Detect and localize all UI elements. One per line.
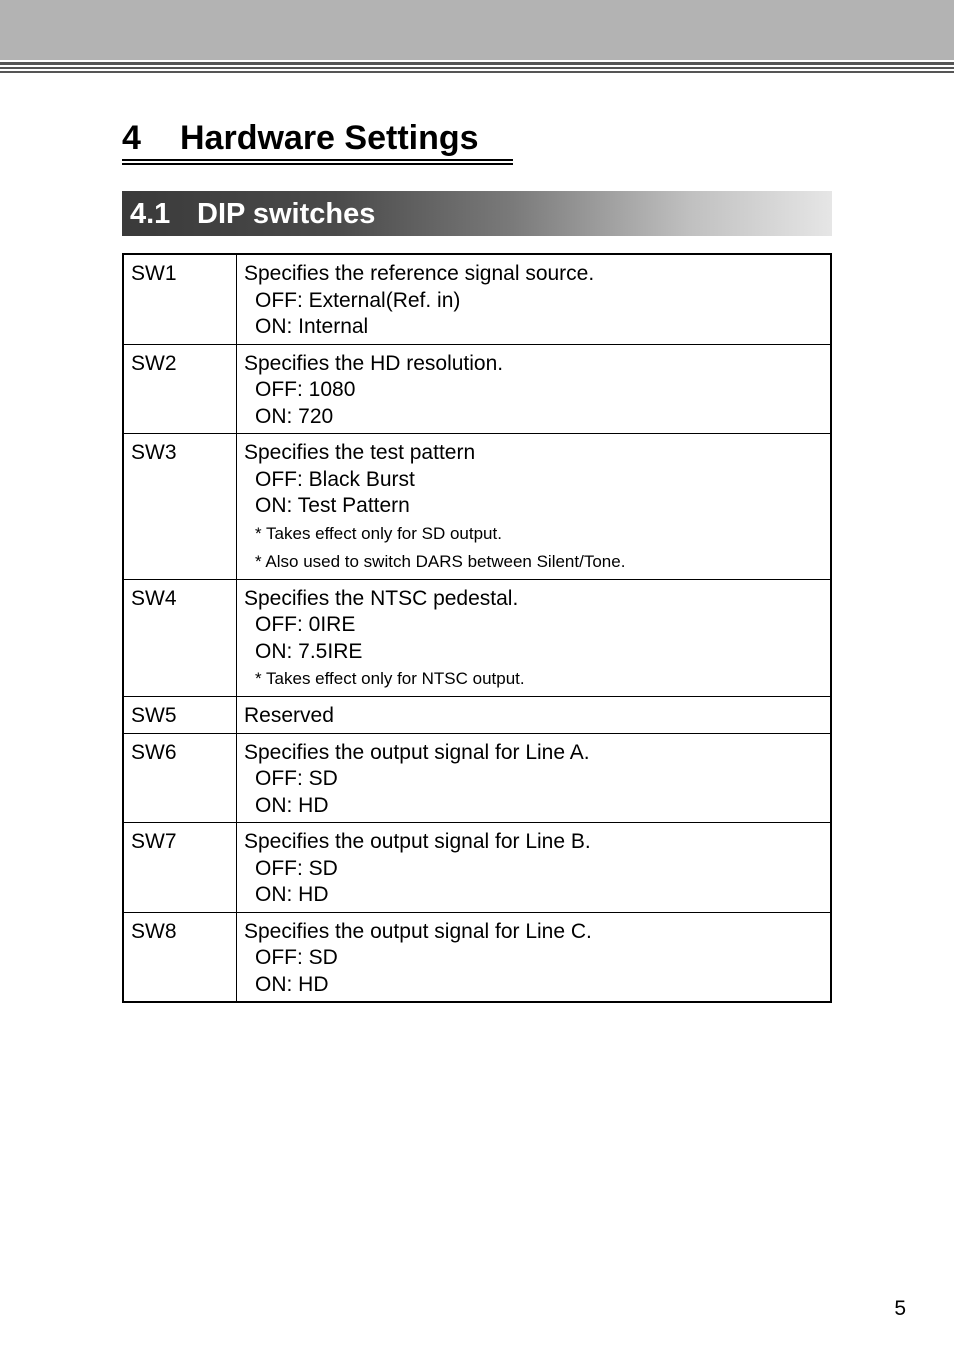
switch-description: Specifies the output signal for Line C. (244, 919, 592, 943)
section-number: 4.1 (130, 198, 171, 230)
switch-name: SW2 (123, 344, 237, 434)
switch-description: Specifies the test pattern (244, 441, 476, 464)
table-row (123, 254, 831, 344)
section-title: DIP switches (197, 198, 376, 230)
switch-option: ON: 7.5IRE (255, 639, 363, 663)
chapter-underline (122, 163, 513, 165)
switch-description-cell (237, 579, 832, 697)
chapter-number: 4 (122, 119, 141, 157)
section-heading-bar (122, 191, 832, 236)
section-heading (130, 197, 375, 231)
switch-description-cell (237, 434, 832, 580)
switch-description: Specifies the output signal for Line B. (244, 830, 591, 853)
dip-switch-table (122, 253, 832, 1003)
page-number: 5 (894, 1297, 906, 1320)
table-row (123, 823, 831, 913)
switch-name: SW6 (123, 733, 237, 823)
switch-description-cell (237, 344, 832, 434)
switch-note: * Takes effect only for NTSC output. (255, 669, 525, 688)
switch-option: ON: HD (255, 972, 329, 996)
switch-option: OFF: 1080 (255, 378, 356, 401)
switch-description-cell (237, 254, 832, 344)
table-row (123, 733, 831, 823)
switch-option: OFF: Black Burst (255, 467, 415, 491)
switch-option: OFF: SD (255, 946, 338, 969)
switch-name: SW1 (123, 254, 237, 344)
header-rule (0, 67, 954, 69)
switch-description: Specifies the output signal for Line A. (244, 740, 590, 764)
switch-option: OFF: 0IRE (255, 613, 356, 636)
chapter-title: Hardware Settings (180, 119, 479, 157)
switch-note: * Also used to switch DARS between Silent/Tone. (255, 551, 626, 571)
switch-description: Specifies the HD resolution. (244, 351, 504, 375)
dip-switch-table-body (123, 254, 831, 1002)
switch-option: ON: 720 (255, 404, 334, 428)
switch-option: ON: Internal (255, 315, 369, 338)
switch-description-cell (237, 697, 832, 734)
chapter-underline (122, 159, 513, 161)
header-band (0, 0, 954, 60)
switch-name: SW5 (123, 697, 237, 734)
switch-description-cell (237, 912, 832, 1002)
switch-description: Specifies the NTSC pedestal. (244, 586, 519, 610)
switch-option: OFF: SD (255, 767, 338, 790)
table-row (123, 912, 831, 1002)
table-row (123, 579, 831, 697)
switch-option: ON: HD (255, 883, 329, 906)
switch-option: ON: HD (255, 793, 329, 817)
header-rule (0, 71, 954, 73)
switch-name: SW8 (123, 912, 237, 1002)
switch-name: SW3 (123, 434, 237, 580)
switch-description-cell (237, 733, 832, 823)
switch-option: ON: Test Pattern (255, 494, 410, 517)
switch-option: OFF: External(Ref. in) (255, 288, 461, 312)
table-row (123, 344, 831, 434)
table-row (123, 434, 831, 580)
chapter-heading (122, 116, 479, 160)
switch-name: SW7 (123, 823, 237, 913)
switch-description: Specifies the reference signal source. (244, 262, 595, 285)
switch-name: SW4 (123, 579, 237, 697)
header-rule (0, 62, 954, 65)
switch-note: * Takes effect only for SD output. (255, 523, 502, 543)
switch-description: Reserved (244, 704, 334, 727)
switch-option: OFF: SD (255, 856, 338, 880)
table-row (123, 697, 831, 734)
switch-description-cell (237, 823, 832, 913)
